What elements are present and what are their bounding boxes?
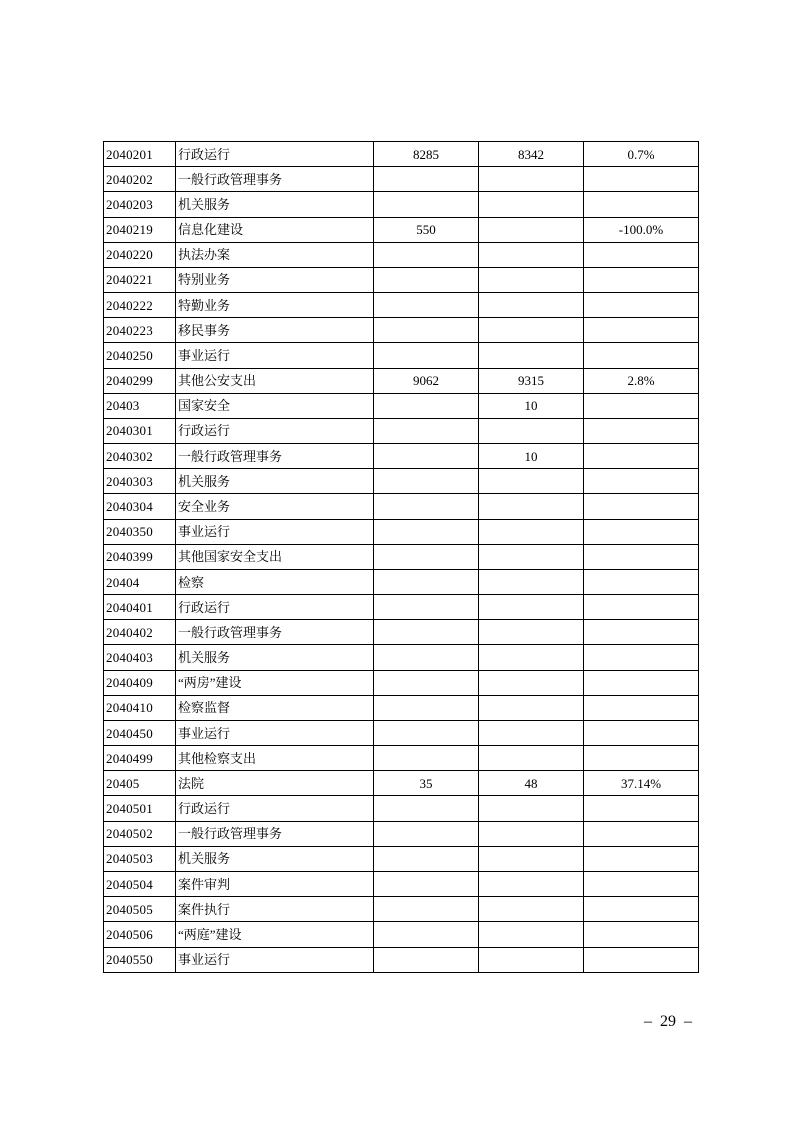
table-row <box>104 595 699 620</box>
change-pct-cell: -100.0% <box>584 217 699 242</box>
table-row <box>104 444 699 469</box>
value1-cell <box>374 947 479 973</box>
value2-cell <box>479 418 584 443</box>
value1-cell <box>374 670 479 695</box>
code-cell: 20405 <box>104 771 176 796</box>
table-row <box>104 695 699 720</box>
value2-cell: 10 <box>479 393 584 418</box>
table-row <box>104 217 699 242</box>
value1-cell <box>374 595 479 620</box>
code-cell: 2040499 <box>104 746 176 771</box>
value1-cell <box>374 192 479 217</box>
value2-cell <box>479 217 584 242</box>
value1-cell <box>374 267 479 292</box>
code-cell: 2040219 <box>104 217 176 242</box>
table-row <box>104 368 699 393</box>
change-pct-cell <box>584 670 699 695</box>
code-cell: 2040505 <box>104 897 176 922</box>
code-cell: 2040410 <box>104 695 176 720</box>
table-row <box>104 393 699 418</box>
code-cell: 2040302 <box>104 444 176 469</box>
value1-cell <box>374 444 479 469</box>
table-row <box>104 343 699 368</box>
value2-cell: 48 <box>479 771 584 796</box>
value1-cell <box>374 922 479 947</box>
table-row <box>104 670 699 695</box>
value2-cell: 8342 <box>479 142 584 167</box>
table-row <box>104 947 699 973</box>
value2-cell <box>479 846 584 871</box>
value2-cell <box>479 318 584 343</box>
value1-cell <box>374 846 479 871</box>
value2-cell <box>479 720 584 745</box>
code-cell: 2040301 <box>104 418 176 443</box>
code-cell: 2040403 <box>104 645 176 670</box>
change-pct-cell <box>584 846 699 871</box>
name-cell: 机关服务 <box>176 192 374 217</box>
change-pct-cell <box>584 293 699 318</box>
value2-cell <box>479 519 584 544</box>
value2-cell <box>479 695 584 720</box>
change-pct-cell <box>584 821 699 846</box>
value1-cell <box>374 746 479 771</box>
name-cell: 行政运行 <box>176 796 374 821</box>
value1-cell: 550 <box>374 217 479 242</box>
value1-cell <box>374 242 479 267</box>
budget-table-body <box>104 142 699 973</box>
value2-cell <box>479 293 584 318</box>
value2-cell <box>479 595 584 620</box>
name-cell: 事业运行 <box>176 947 374 973</box>
value1-cell: 8285 <box>374 142 479 167</box>
table-row <box>104 720 699 745</box>
value1-cell: 35 <box>374 771 479 796</box>
value2-cell <box>479 469 584 494</box>
name-cell: 机关服务 <box>176 846 374 871</box>
code-cell: 20403 <box>104 393 176 418</box>
name-cell: 特别业务 <box>176 267 374 292</box>
table-row <box>104 620 699 645</box>
code-cell: 2040501 <box>104 796 176 821</box>
table-row <box>104 167 699 192</box>
value1-cell: 9062 <box>374 368 479 393</box>
value1-cell <box>374 544 479 569</box>
budget-table <box>103 141 699 973</box>
change-pct-cell <box>584 645 699 670</box>
value2-cell <box>479 821 584 846</box>
value2-cell <box>479 167 584 192</box>
table-row <box>104 469 699 494</box>
value1-cell <box>374 318 479 343</box>
name-cell: “两房”建设 <box>176 670 374 695</box>
change-pct-cell <box>584 695 699 720</box>
code-cell: 2040250 <box>104 343 176 368</box>
name-cell: 一般行政管理事务 <box>176 821 374 846</box>
change-pct-cell <box>584 343 699 368</box>
value1-cell <box>374 167 479 192</box>
code-cell: 2040222 <box>104 293 176 318</box>
code-cell: 2040550 <box>104 947 176 973</box>
name-cell: 行政运行 <box>176 142 374 167</box>
value1-cell <box>374 519 479 544</box>
value2-cell <box>479 620 584 645</box>
code-cell: 2040409 <box>104 670 176 695</box>
name-cell: 其他国家安全支出 <box>176 544 374 569</box>
value2-cell: 10 <box>479 444 584 469</box>
value1-cell <box>374 897 479 922</box>
value1-cell <box>374 343 479 368</box>
code-cell: 2040201 <box>104 142 176 167</box>
value1-cell <box>374 393 479 418</box>
name-cell: 机关服务 <box>176 469 374 494</box>
code-cell: 2040402 <box>104 620 176 645</box>
code-cell: 20404 <box>104 569 176 594</box>
value1-cell <box>374 720 479 745</box>
code-cell: 2040221 <box>104 267 176 292</box>
value2-cell <box>479 544 584 569</box>
table-row <box>104 871 699 896</box>
change-pct-cell <box>584 871 699 896</box>
change-pct-cell <box>584 167 699 192</box>
table-row <box>104 494 699 519</box>
value1-cell <box>374 695 479 720</box>
value2-cell <box>479 494 584 519</box>
change-pct-cell <box>584 418 699 443</box>
value2-cell <box>479 796 584 821</box>
page-number: – 29 – <box>644 1013 692 1030</box>
change-pct-cell <box>584 267 699 292</box>
name-cell: 执法办案 <box>176 242 374 267</box>
change-pct-cell <box>584 620 699 645</box>
code-cell: 2040220 <box>104 242 176 267</box>
change-pct-cell <box>584 318 699 343</box>
value1-cell <box>374 821 479 846</box>
name-cell: 案件审判 <box>176 871 374 896</box>
table-row <box>104 771 699 796</box>
name-cell: 行政运行 <box>176 595 374 620</box>
value2-cell <box>479 569 584 594</box>
table-row <box>104 922 699 947</box>
code-cell: 2040503 <box>104 846 176 871</box>
change-pct-cell <box>584 444 699 469</box>
value1-cell <box>374 494 479 519</box>
table-row <box>104 293 699 318</box>
change-pct-cell <box>584 897 699 922</box>
change-pct-cell <box>584 469 699 494</box>
name-cell: 事业运行 <box>176 343 374 368</box>
value1-cell <box>374 293 479 318</box>
table-row <box>104 897 699 922</box>
value2-cell <box>479 746 584 771</box>
name-cell: 法院 <box>176 771 374 796</box>
change-pct-cell <box>584 720 699 745</box>
change-pct-cell <box>584 242 699 267</box>
name-cell: 一般行政管理事务 <box>176 444 374 469</box>
table-row <box>104 544 699 569</box>
name-cell: 案件执行 <box>176 897 374 922</box>
change-pct-cell <box>584 922 699 947</box>
value2-cell <box>479 267 584 292</box>
change-pct-cell: 2.8% <box>584 368 699 393</box>
change-pct-cell <box>584 746 699 771</box>
value2-cell <box>479 947 584 973</box>
value1-cell <box>374 469 479 494</box>
code-cell: 2040504 <box>104 871 176 896</box>
table-row <box>104 796 699 821</box>
change-pct-cell <box>584 947 699 973</box>
code-cell: 2040203 <box>104 192 176 217</box>
code-cell: 2040223 <box>104 318 176 343</box>
name-cell: 事业运行 <box>176 519 374 544</box>
value1-cell <box>374 569 479 594</box>
value2-cell: 9315 <box>479 368 584 393</box>
change-pct-cell <box>584 595 699 620</box>
value1-cell <box>374 418 479 443</box>
value1-cell <box>374 796 479 821</box>
value2-cell <box>479 897 584 922</box>
name-cell: “两庭”建设 <box>176 922 374 947</box>
name-cell: 国家安全 <box>176 393 374 418</box>
code-cell: 2040502 <box>104 821 176 846</box>
name-cell: 安全业务 <box>176 494 374 519</box>
change-pct-cell: 0.7% <box>584 142 699 167</box>
code-cell: 2040450 <box>104 720 176 745</box>
code-cell: 2040399 <box>104 544 176 569</box>
code-cell: 2040299 <box>104 368 176 393</box>
value1-cell <box>374 645 479 670</box>
code-cell: 2040506 <box>104 922 176 947</box>
table-row <box>104 645 699 670</box>
table-row <box>104 746 699 771</box>
table-row <box>104 821 699 846</box>
value2-cell <box>479 922 584 947</box>
name-cell: 检察监督 <box>176 695 374 720</box>
change-pct-cell <box>584 192 699 217</box>
value2-cell <box>479 343 584 368</box>
name-cell: 事业运行 <box>176 720 374 745</box>
code-cell: 2040401 <box>104 595 176 620</box>
value1-cell <box>374 620 479 645</box>
change-pct-cell <box>584 796 699 821</box>
value1-cell <box>374 871 479 896</box>
change-pct-cell: 37.14% <box>584 771 699 796</box>
name-cell: 移民事务 <box>176 318 374 343</box>
table-row <box>104 418 699 443</box>
code-cell: 2040202 <box>104 167 176 192</box>
name-cell: 行政运行 <box>176 418 374 443</box>
name-cell: 机关服务 <box>176 645 374 670</box>
table-row <box>104 242 699 267</box>
code-cell: 2040303 <box>104 469 176 494</box>
name-cell: 一般行政管理事务 <box>176 167 374 192</box>
name-cell: 检察 <box>176 569 374 594</box>
change-pct-cell <box>584 544 699 569</box>
table-row <box>104 192 699 217</box>
table-row <box>104 318 699 343</box>
table-row <box>104 569 699 594</box>
value2-cell <box>479 670 584 695</box>
change-pct-cell <box>584 393 699 418</box>
table-row <box>104 267 699 292</box>
name-cell: 其他公安支出 <box>176 368 374 393</box>
name-cell: 一般行政管理事务 <box>176 620 374 645</box>
table-row <box>104 142 699 167</box>
code-cell: 2040350 <box>104 519 176 544</box>
name-cell: 信息化建设 <box>176 217 374 242</box>
table-row <box>104 846 699 871</box>
name-cell: 特勤业务 <box>176 293 374 318</box>
table-row <box>104 519 699 544</box>
value2-cell <box>479 871 584 896</box>
name-cell: 其他检察支出 <box>176 746 374 771</box>
code-cell: 2040304 <box>104 494 176 519</box>
value2-cell <box>479 242 584 267</box>
change-pct-cell <box>584 494 699 519</box>
value2-cell <box>479 645 584 670</box>
value2-cell <box>479 192 584 217</box>
change-pct-cell <box>584 519 699 544</box>
change-pct-cell <box>584 569 699 594</box>
